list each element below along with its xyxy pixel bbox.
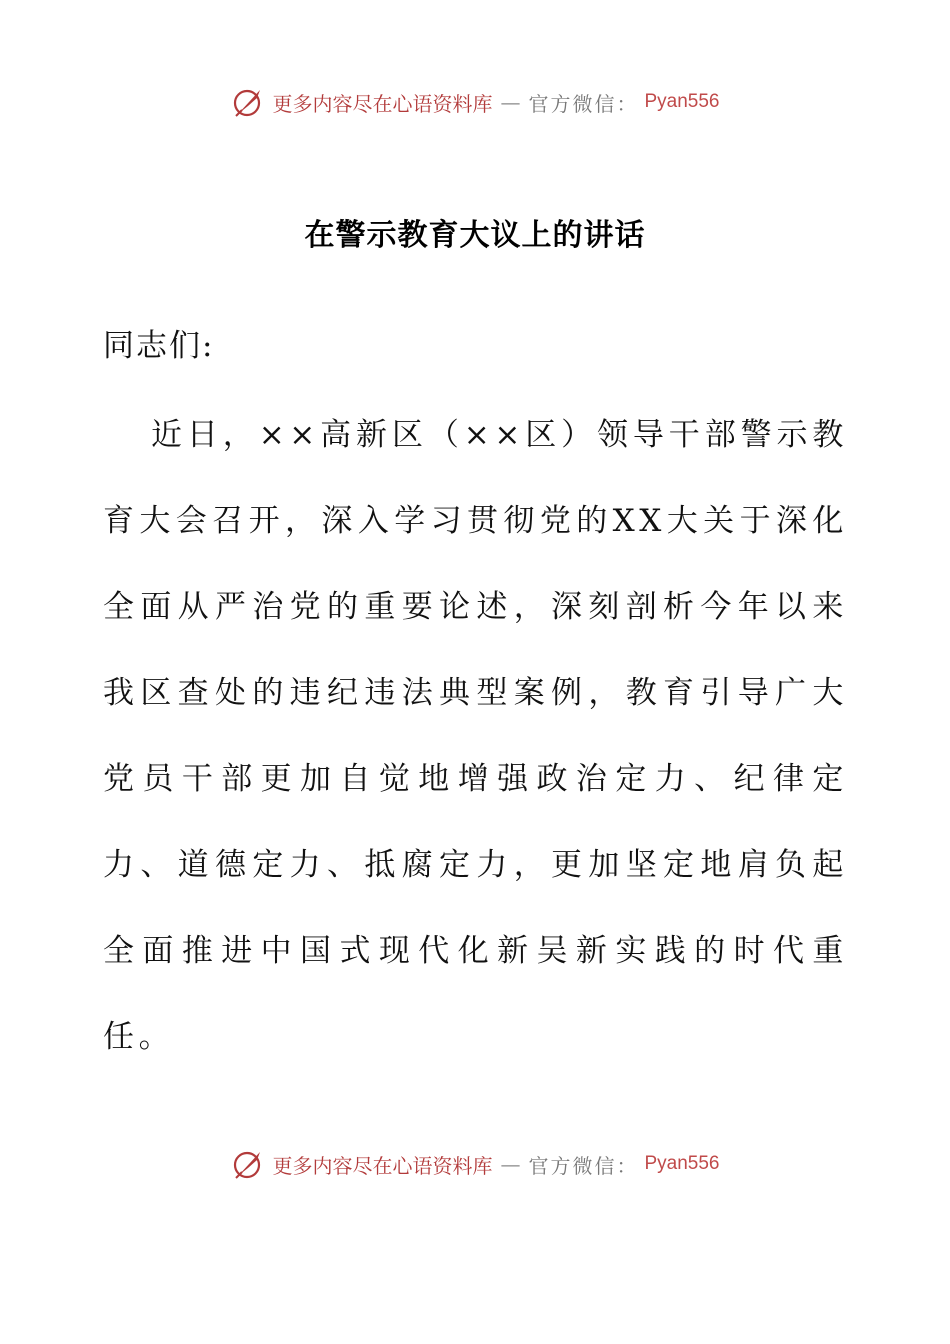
watermark-separator: —	[500, 1152, 521, 1176]
document-title: 在警示教育大议上的讲话	[304, 218, 646, 253]
quill-pen-logo-icon	[230, 1146, 266, 1182]
header-watermark	[0, 84, 950, 120]
footer-watermark	[0, 1146, 950, 1182]
watermark-wechat-id: Pyan556	[644, 1153, 720, 1174]
salutation: 同志们:	[103, 328, 215, 364]
watermark-separator: —	[500, 90, 521, 114]
watermark-main-text: 更多内容尽在心语资料库	[272, 91, 493, 116]
watermark-wechat-id: Pyan556	[644, 91, 720, 112]
quill-pen-logo-icon	[230, 84, 266, 120]
body-paragraph: 近日，××高新区（××区）领导干部警示教育大会召开，深入学习贯彻党的XX大关于深化全面从严治党的重要论述，深刻剖析今年以来我区查处的违纪违法典型案例，教育引导广大党员干部更加自觉地增强政治定力、纪律定力、道德定力、抵腐定力，更加坚定地肩负起全面推进中国式现代化新吴新实践的时代重任。	[103, 417, 848, 1055]
watermark-label: 官方微信：	[528, 91, 639, 116]
watermark-main-text: 更多内容尽在心语资料库	[272, 1153, 493, 1178]
watermark-label: 官方微信：	[528, 1153, 639, 1178]
